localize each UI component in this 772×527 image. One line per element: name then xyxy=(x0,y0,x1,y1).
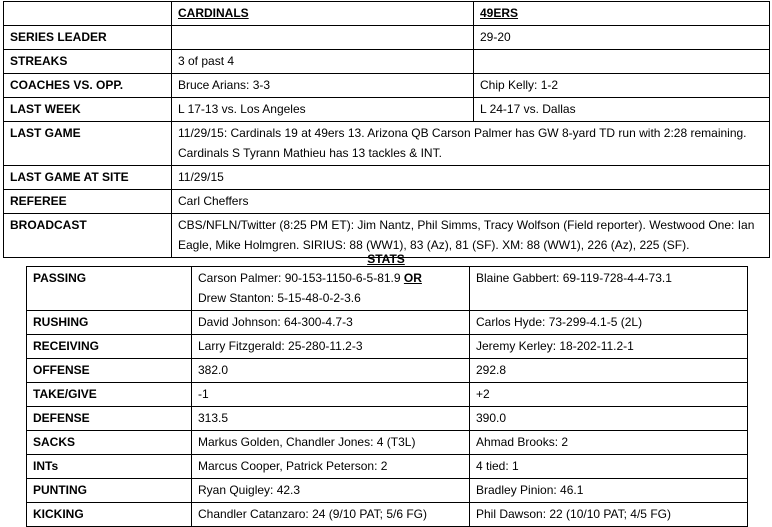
row-label: COACHES VS. OPP. xyxy=(4,74,172,98)
stat-label: TAKE/GIVE xyxy=(27,383,192,407)
team2-stat: Bradley Pinion: 46.1 xyxy=(470,479,748,503)
passing-line1: Carson Palmer: 90-153-1150-6-5-81.9 xyxy=(198,271,401,285)
stat-label: INTs xyxy=(27,455,192,479)
row-label: REFEREE xyxy=(4,190,172,214)
team2-stat: 4 tied: 1 xyxy=(470,455,748,479)
stats-row xyxy=(27,311,748,335)
row-label: LAST GAME AT SITE xyxy=(4,166,172,190)
team2-passing: Blaine Gabbert: 69-119-728-4-4-73.1 xyxy=(470,267,748,311)
team1-value: L 17-13 vs. Los Angeles xyxy=(172,98,474,122)
merged-value: 11/29/15 xyxy=(172,166,770,190)
team1-value xyxy=(172,26,474,50)
team2-stat: 292.8 xyxy=(470,359,748,383)
team2-stat: Phil Dawson: 22 (10/10 PAT; 4/5 FG) xyxy=(470,503,748,527)
merged-value: 11/29/15: Cardinals 19 at 49ers 13. Arizona QB Carson Palmer has GW 8-yard TD run with 2:28 remaining. Cardinals S Tyrann Mathieu has 13 tackles & INT. xyxy=(172,122,770,166)
header-row xyxy=(4,2,770,26)
team2-value xyxy=(474,50,770,74)
team1-stat: 313.5 xyxy=(192,407,470,431)
team2-header: 49ERS xyxy=(474,2,770,26)
stat-label: RUSHING xyxy=(27,311,192,335)
stat-label: PASSING xyxy=(27,267,192,311)
team1-stat: David Johnson: 64-300-4.7-3 xyxy=(192,311,470,335)
team1-stat: Marcus Cooper, Patrick Peterson: 2 xyxy=(192,455,470,479)
team1-stat: 382.0 xyxy=(192,359,470,383)
stats-row xyxy=(27,383,748,407)
merged-value: CBS/NFLN/Twitter (8:25 PM ET): Jim Nantz, Phil Simms, Tracy Wolfson (Field reporter). Westwood One: Ian Eagle, Mike Holmgren. SIRIUS: 88 (WW1), 83 (Az), 81 (SF). XM: 88 (WW1), 226 (Az), 225 (SF). xyxy=(172,214,770,258)
stats-row xyxy=(27,455,748,479)
team1-stat: Chandler Catanzaro: 24 (9/10 PAT; 5/6 FG) xyxy=(192,503,470,527)
table-row xyxy=(4,74,770,98)
stat-label: OFFENSE xyxy=(27,359,192,383)
team2-stat: +2 xyxy=(470,383,748,407)
or-label: OR xyxy=(403,271,422,285)
passing-line2: Drew Stanton: 5-15-48-0-2-3.6 xyxy=(198,291,361,305)
row-label: BROADCAST xyxy=(4,214,172,258)
team2-stat: Jeremy Kerley: 18-202-11.2-1 xyxy=(470,335,748,359)
team2-stat: 390.0 xyxy=(470,407,748,431)
team1-value: Bruce Arians: 3-3 xyxy=(172,74,474,98)
table-row xyxy=(4,190,770,214)
stats-row-passing xyxy=(27,267,748,311)
header-blank xyxy=(4,2,172,26)
stats-table xyxy=(26,266,748,527)
stats-row xyxy=(27,335,748,359)
table-row xyxy=(4,50,770,74)
row-label: SERIES LEADER xyxy=(4,26,172,50)
stat-label: PUNTING xyxy=(27,479,192,503)
team1-stat: Ryan Quigley: 42.3 xyxy=(192,479,470,503)
team1-value: 3 of past 4 xyxy=(172,50,474,74)
team2-value: 29-20 xyxy=(474,26,770,50)
row-label: STREAKS xyxy=(4,50,172,74)
table-row xyxy=(4,122,770,166)
team1-header: CARDINALS xyxy=(172,2,474,26)
row-label: LAST WEEK xyxy=(4,98,172,122)
row-label: LAST GAME xyxy=(4,122,172,166)
stat-label: KICKING xyxy=(27,503,192,527)
team2-stat: Carlos Hyde: 73-299-4.1-5 (2L) xyxy=(470,311,748,335)
table-row xyxy=(4,26,770,50)
stats-row xyxy=(27,407,748,431)
stats-row xyxy=(27,359,748,383)
team1-passing xyxy=(192,267,470,311)
team2-stat: Ahmad Brooks: 2 xyxy=(470,431,748,455)
team1-stat: Larry Fitzgerald: 25-280-11.2-3 xyxy=(192,335,470,359)
stats-title: STATS xyxy=(367,252,405,266)
team2-value: Chip Kelly: 1-2 xyxy=(474,74,770,98)
table-row xyxy=(4,166,770,190)
team1-stat: Markus Golden, Chandler Jones: 4 (T3L) xyxy=(192,431,470,455)
team2-value: L 24-17 vs. Dallas xyxy=(474,98,770,122)
stat-label: SACKS xyxy=(27,431,192,455)
team1-stat: -1 xyxy=(192,383,470,407)
stat-label: DEFENSE xyxy=(27,407,192,431)
stats-row xyxy=(27,431,748,455)
merged-value: Carl Cheffers xyxy=(172,190,770,214)
matchup-table xyxy=(3,1,770,258)
stat-label: RECEIVING xyxy=(27,335,192,359)
table-row xyxy=(4,98,770,122)
stats-row xyxy=(27,503,748,527)
